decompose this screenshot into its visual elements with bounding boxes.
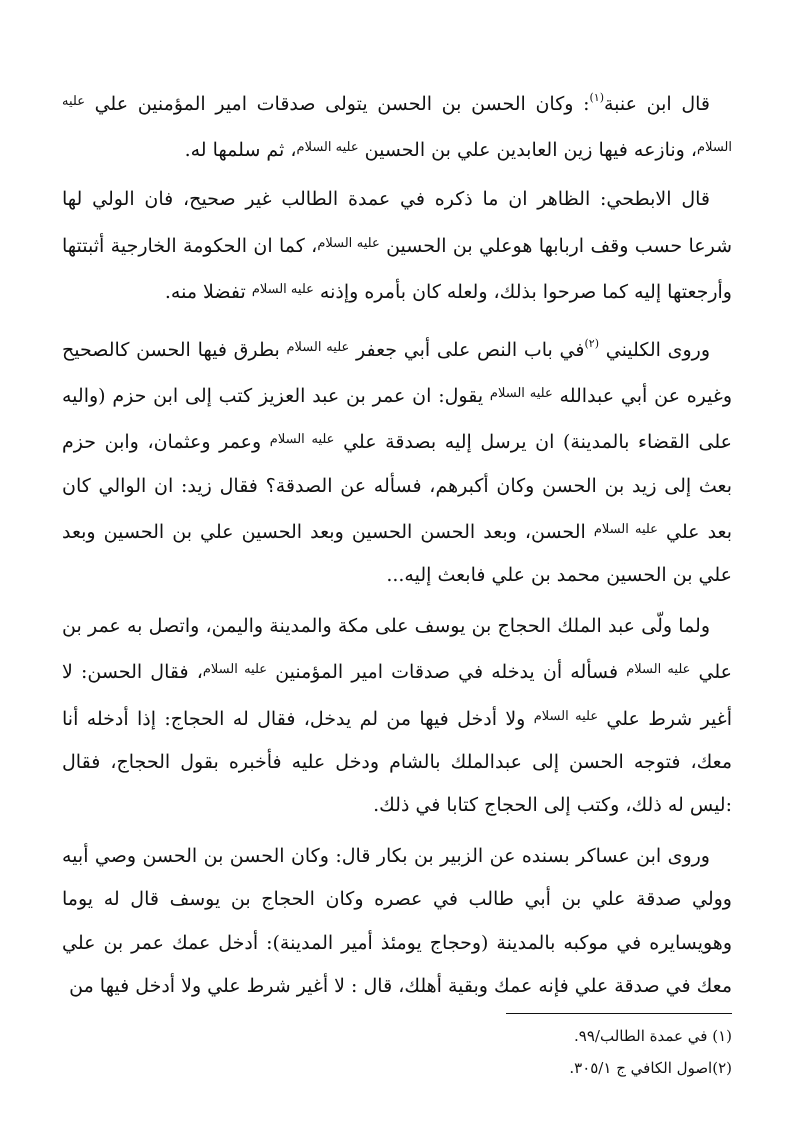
text-run: ، ونازعه فيها زين العابدين علي بن الحسين: [358, 139, 698, 162]
honorific-mark: عليه السلام: [286, 340, 350, 356]
honorific-mark: عليه السلام: [489, 386, 553, 402]
footnote-separator: [506, 1013, 732, 1014]
text-run: تفضلا منه.: [164, 280, 252, 303]
paragraph-hajjaj: [62, 605, 732, 827]
text-run: ولا أدخل فيها من لم يدخل، فقال له الحجاج: إذا أدخله أنا معك، فتوجه الحسن إلى عبدالملك بالشام ودخل عليه فأخبره بقول الحجاج، فقال :ليس له ذلك، وكتب إلى الحجاج كتابا في ذلك.: [62, 707, 732, 817]
text-run: وروى ابن عساكر بسنده عن الزبير بن بكار قال: وكان الحسن بن الحسن وصي أبيه وولي صدقة علي بن أبي طالب في عصره وكان الحجاج بن يوسف قال له يوما وهويسايره في موكبه بالمدينة (وحجاج يومئذ أمير المدينة): أدخل عمك عمر بن علي معك في صدقة علي فإنه عمك وبقية أهلك، قال : لا أغير شرط علي ولا أدخل فيها من: [62, 845, 732, 997]
main-text: [62, 76, 732, 1016]
honorific-mark: عليه السلام: [62, 94, 732, 156]
honorific-mark: عليه السلام: [317, 235, 380, 251]
text-run: قال ابن عنبة: [604, 93, 710, 115]
text-run: : وكان الحسن بن الحسن يتولى صدقات امير المؤمنين علي: [84, 93, 590, 115]
footnote-ref-2[interactable]: (٢): [584, 337, 599, 351]
honorific-mark: عليه السلام: [626, 662, 691, 678]
footnote-1: (١) في عمدة الطالب/٩٩.: [574, 1027, 732, 1045]
honorific-mark: عليه السلام: [296, 140, 359, 156]
paragraph-ibn-asakir: [62, 835, 732, 1008]
footnote-ref-1[interactable]: (١): [589, 91, 604, 104]
text-run: ، كما ان الحكومة الخارجية أثبتتها وأرجعتها إليه كما صرحوا بذلك، ولعله كان بأمره وإذنه: [62, 234, 732, 303]
footnote-2: (٢)اصول الكافي ج ٣٠٥/١.: [569, 1059, 732, 1077]
text-run: وروى الكليني: [599, 339, 711, 362]
footnotes: [332, 1020, 732, 1084]
honorific-mark: عليه السلام: [593, 521, 658, 537]
honorific-mark: عليه السلام: [269, 432, 335, 448]
text-run: بطرق فيها الحسن كالصحيح وغيره عن أبي عبدالله: [62, 339, 733, 408]
text-run: ، ثم سلمها له.: [184, 139, 297, 162]
text-run: وعمر وعثمان، وابن حزم بعث إلى زيد بن الحسن وكان أكبرهم، فسأله عن الصدقة؟ فقال زيد: ان الوالي كان بعد علي: [62, 431, 732, 543]
text-run: في باب النص على أبي جعفر: [349, 339, 585, 362]
honorific-mark: عليه السلام: [251, 281, 314, 297]
text-run: فسأله أن يدخله في صدقات امير المؤمنين: [267, 661, 627, 684]
text-run: ، فقال الحسن: لا أغير شرط علي: [62, 661, 732, 730]
paragraph-kulayni: [62, 322, 732, 597]
honorific-mark: عليه السلام: [533, 708, 599, 724]
paragraph-ibn-anba: [62, 76, 732, 172]
text-run: يقول: ان عمر بن عبد العزيز كتب إلى ابن حزم (والیه على القضاء بالمدينة) ان يرسل إليه بصدقة علي: [62, 385, 733, 454]
text-run: الحسن، وبعد الحسن الحسين وبعد الحسين علي بن الحسين وبعد علي بن الحسين محمد بن علي فابعث إليه...: [62, 520, 732, 587]
honorific-mark: عليه السلام: [202, 662, 268, 678]
paragraph-abtahi: [62, 178, 732, 314]
text-run: ولما ولّى عبد الملك الحجاج بن يوسف على مكة والمدينة واليمن، واتصل به عمر بن علي: [62, 615, 733, 684]
text-run: قال الابطحي: الظاهر ان ما ذكره في عمدة الطالب غير صحيح، فان الولي لها شرعا حسب وقف اربابها هوعلي بن الحسين: [62, 188, 732, 257]
